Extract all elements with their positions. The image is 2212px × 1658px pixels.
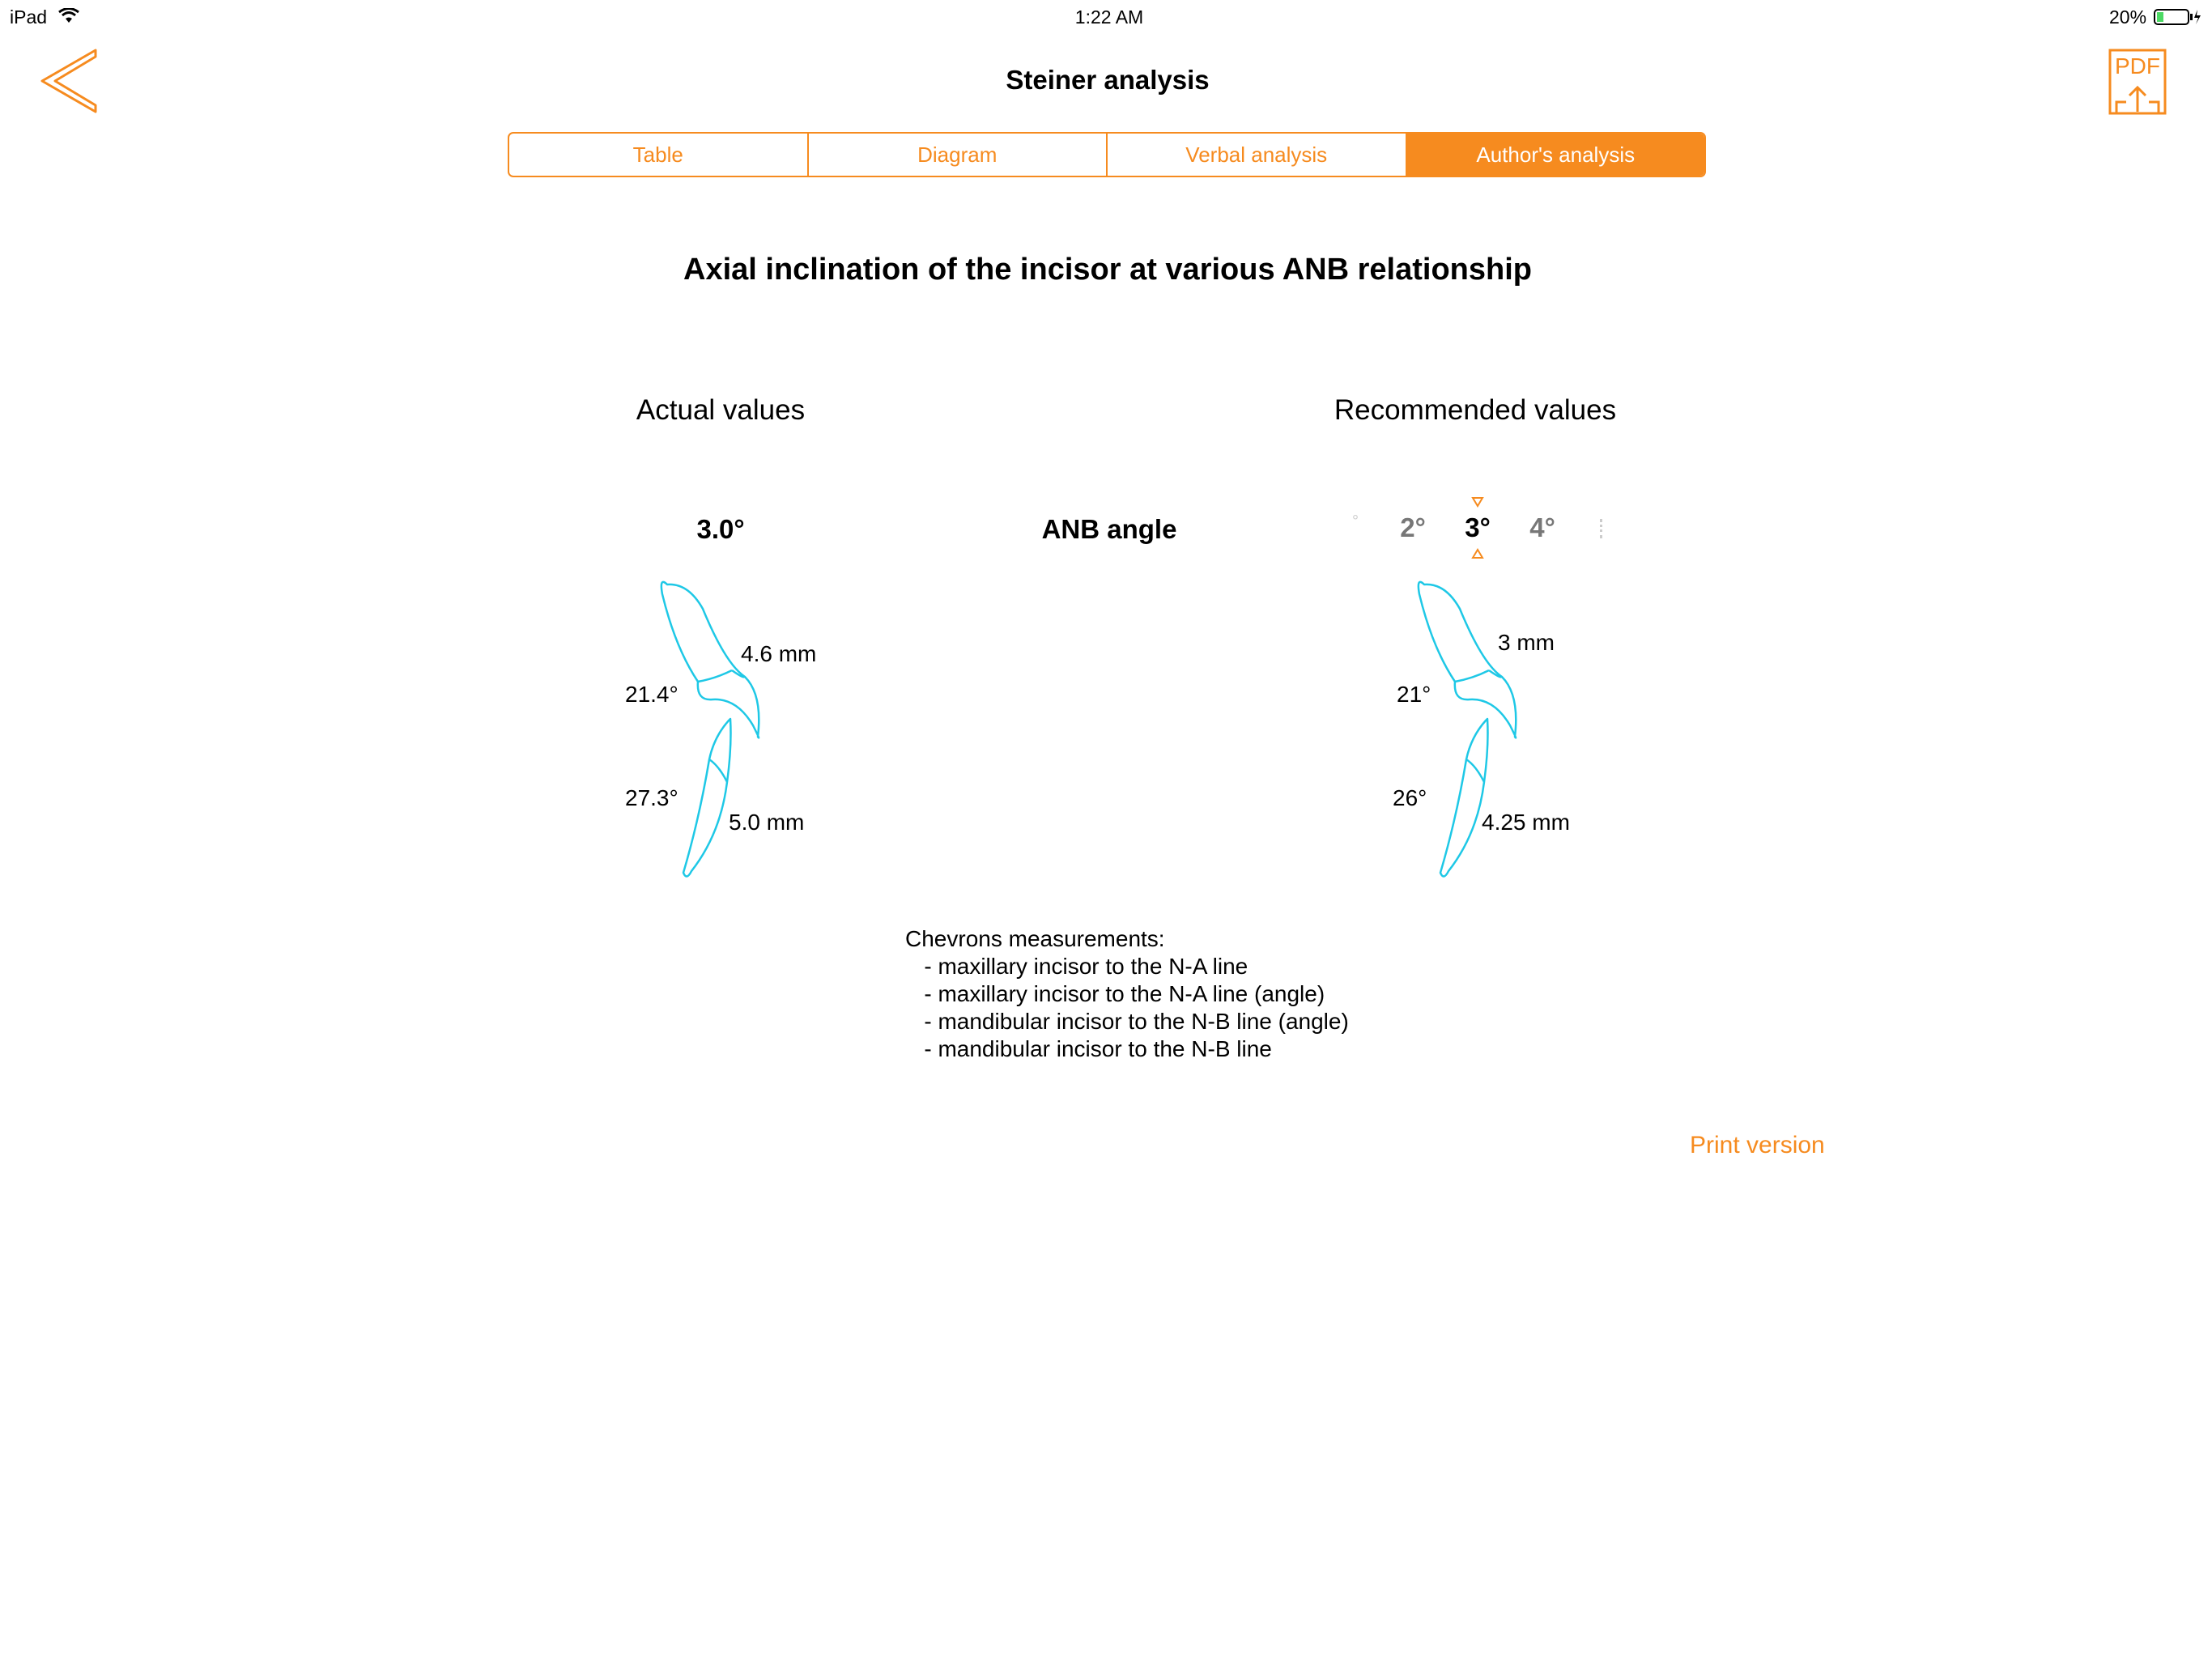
print-version-link[interactable]: Print version [1690,1132,1825,1158]
notes-title: Chevrons measurements: [905,926,1165,951]
anb-option-faded: ° [1352,512,1359,530]
tab-verbal-analysis[interactable]: Verbal analysis [1108,134,1407,176]
anb-option-2[interactable]: 2° [1400,512,1426,542]
tab-table[interactable]: Table [509,134,809,176]
anb-angle-label: ANB angle [1041,514,1177,544]
notes-item: - mandibular incisor to the N-B line [905,1036,1272,1061]
clock: 1:22 AM [1074,6,1144,28]
chevrons-notes [905,925,1349,1063]
tab-bar [508,132,1706,177]
wifi-icon [58,8,79,24]
anb-option-3-selected[interactable]: 3° [1465,512,1491,542]
battery-icon [2154,8,2202,26]
pdf-label: PDF [2115,53,2160,79]
notes-item: - maxillary incisor to the N-A line [905,954,1249,979]
recommended-incisors-diagram [1405,575,1551,882]
actual-anb-value: 3.0° [696,514,745,544]
battery-percent: 20% [2109,6,2147,28]
page-title: Steiner analysis [1006,65,1210,95]
actual-incisors-diagram [648,575,793,882]
recommended-lower-angle: 26° [1393,785,1427,810]
recommended-lower-mm: 4.25 mm [1482,810,1570,835]
actual-lower-mm: 5.0 mm [729,810,805,835]
picker-edge-fade [1600,519,1605,538]
section-heading: Axial inclination of the incisor at various ANB relationship [683,253,1532,287]
picker-bottom-marker-icon [1470,548,1485,559]
tab-diagram[interactable]: Diagram [809,134,1108,176]
anb-option-4[interactable]: 4° [1529,512,1555,542]
actual-lower-angle: 27.3° [625,785,678,810]
actual-upper-angle: 21.4° [625,682,678,707]
actual-upper-mm: 4.6 mm [741,641,817,666]
notes-item: - maxillary incisor to the N-A line (angle) [905,981,1325,1006]
anb-angle-picker[interactable] [1328,490,1619,571]
actual-values-heading: Actual values [636,394,806,426]
picker-top-marker-icon [1470,496,1485,508]
tab-authors-analysis[interactable]: Author's analysis [1407,134,1705,176]
recommended-upper-mm: 3 mm [1498,630,1555,655]
back-chevron-icon[interactable] [39,47,100,115]
recommended-upper-angle: 21° [1397,682,1431,707]
recommended-values-heading: Recommended values [1334,394,1617,426]
pdf-export-button[interactable] [2108,49,2167,117]
device-label: iPad [10,6,48,28]
notes-item: - mandibular incisor to the N-B line (angle) [905,1009,1349,1034]
